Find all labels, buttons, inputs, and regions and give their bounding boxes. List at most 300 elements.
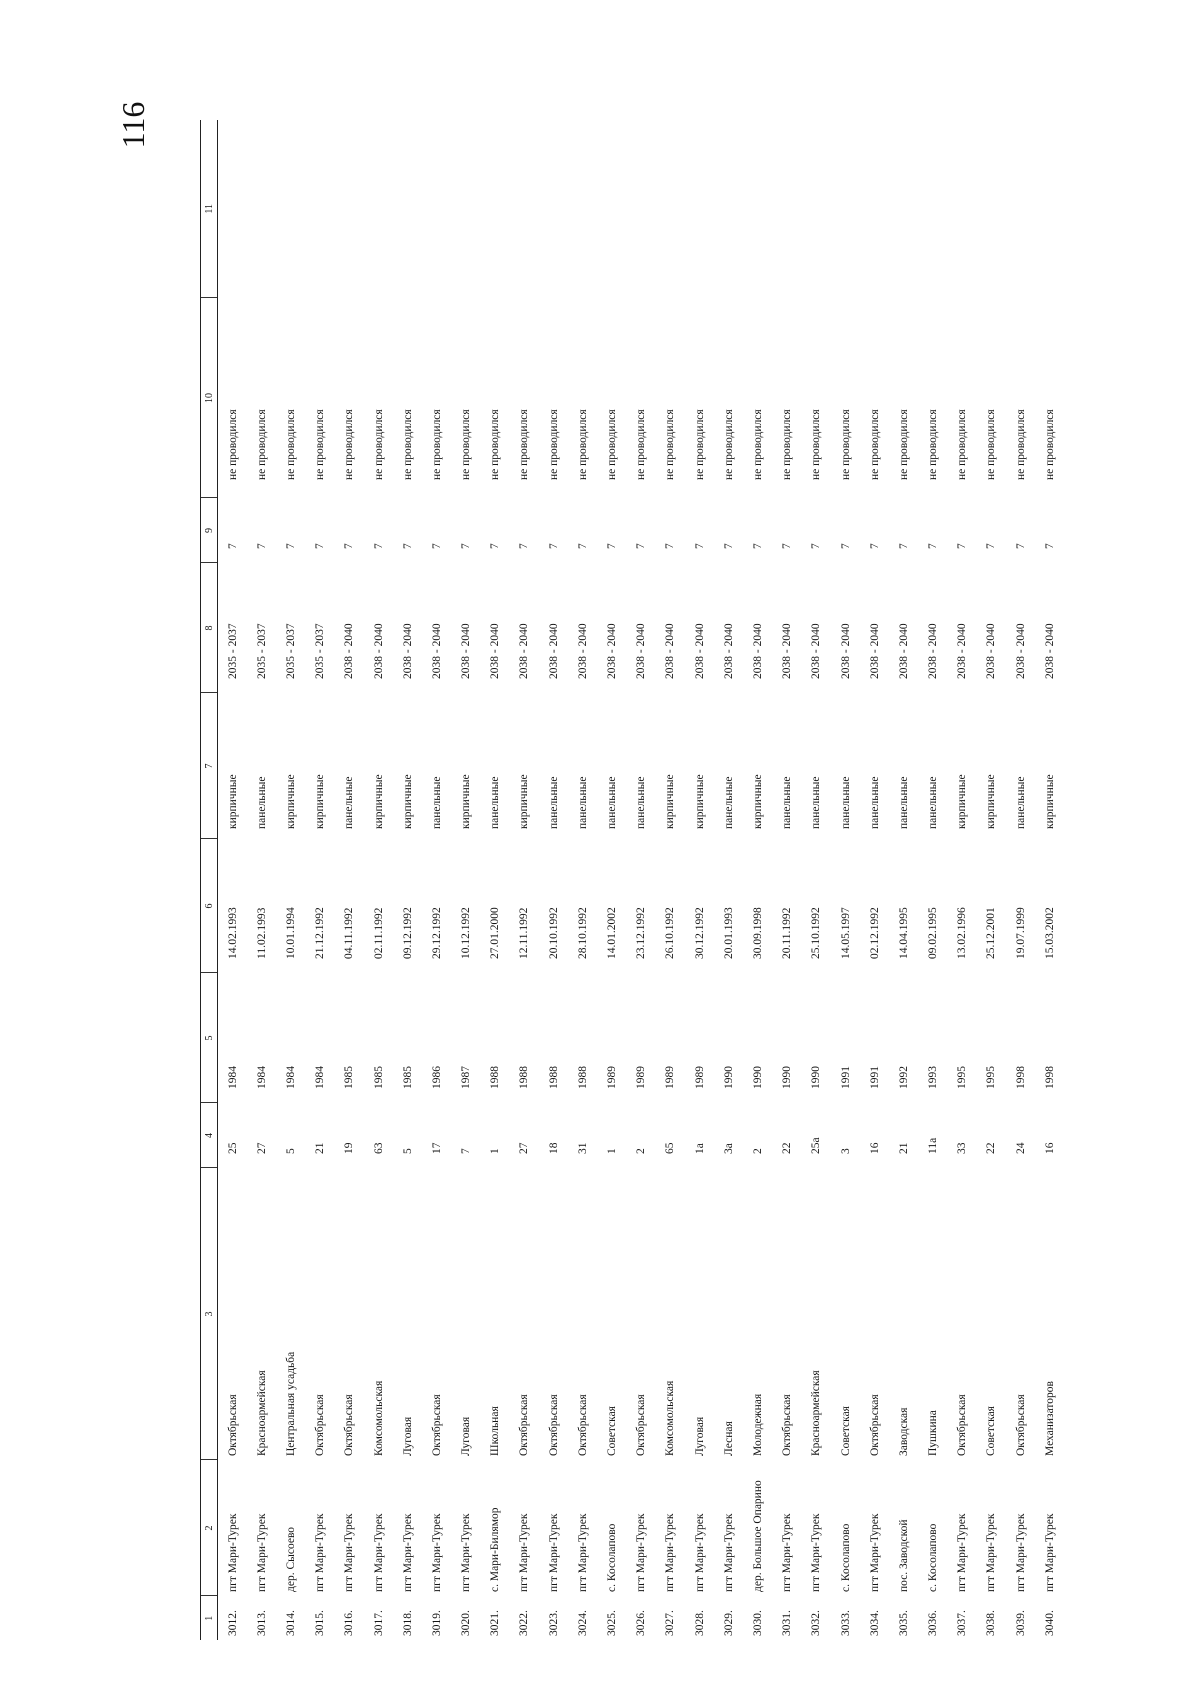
- table-cell-c9: 7: [1043, 543, 1056, 549]
- table-row: [568, 120, 597, 1640]
- table-cell-material: панельные: [576, 776, 589, 829]
- table-cell-street: Механизаторов: [1043, 1381, 1056, 1456]
- table-cell-settlement: пгт Мари-Турек: [343, 1513, 356, 1592]
- table-cell-house: 25а: [810, 1137, 823, 1154]
- table-cell-c11: [948, 120, 977, 298]
- table-cell-period: 2038 - 2040: [430, 623, 443, 679]
- table-cell-n: 3015.: [314, 1610, 327, 1636]
- table-cell-year: 1989: [606, 1066, 619, 1089]
- table-cell-house: 65: [664, 1142, 677, 1154]
- table-cell-c9: 7: [518, 543, 531, 549]
- table-cell-period: 2038 - 2040: [839, 623, 852, 679]
- table-cell-period: 2038 - 2040: [956, 623, 969, 679]
- table-cell-material: кирпичные: [664, 774, 677, 829]
- table-cell-material: панельные: [927, 776, 940, 829]
- table-cell-date: 02.12.1992: [868, 907, 881, 959]
- table-cell-material: кирпичные: [1043, 774, 1056, 829]
- table-row: [831, 120, 860, 1640]
- table-cell-date: 30.09.1998: [751, 907, 764, 959]
- table-cell-house: 24: [1014, 1142, 1027, 1154]
- table-cell-c9: 7: [430, 543, 443, 549]
- table-cell-date: 14.05.1997: [839, 907, 852, 959]
- table-row: [335, 120, 364, 1640]
- table-cell-status: не проводился: [810, 409, 823, 480]
- table-cell-status: не проводился: [255, 409, 268, 480]
- table-row: [773, 120, 802, 1640]
- table-cell-date: 12.11.1992: [518, 907, 531, 959]
- table-cell-n: 3013.: [255, 1610, 268, 1636]
- table-cell-material: панельные: [839, 776, 852, 829]
- table-cell-c11: [1035, 120, 1064, 298]
- table-cell-year: 1998: [1043, 1066, 1056, 1089]
- table-cell-n: 3025.: [606, 1610, 619, 1636]
- table-cell-status: не проводился: [635, 409, 648, 480]
- table-row: [948, 120, 977, 1640]
- table-row: [597, 120, 626, 1640]
- table-cell-material: панельные: [635, 776, 648, 829]
- column-header: 7: [201, 693, 218, 839]
- table-cell-house: 27: [518, 1142, 531, 1154]
- table-cell-street: Октябрьская: [635, 1394, 648, 1456]
- table-cell-street: Октябрьская: [956, 1394, 969, 1456]
- table-row: [452, 120, 481, 1640]
- table-cell-year: 1985: [343, 1066, 356, 1089]
- table-cell-status: не проводился: [576, 409, 589, 480]
- table-cell-c9: 7: [1014, 543, 1027, 549]
- table-cell-material: панельные: [606, 776, 619, 829]
- table-cell-date: 28.10.1992: [576, 907, 589, 959]
- table-cell-c11: [714, 120, 743, 298]
- table-cell-c9: 7: [547, 543, 560, 549]
- table-cell-date: 19.07.1999: [1014, 907, 1027, 959]
- table-cell-period: 2038 - 2040: [985, 623, 998, 679]
- table-cell-n: 3027.: [664, 1610, 677, 1636]
- table-cell-c11: [306, 120, 335, 298]
- table-cell-year: 1988: [576, 1066, 589, 1089]
- table-row: [714, 120, 743, 1640]
- table-cell-c11: [364, 120, 393, 298]
- table-cell-year: 1988: [518, 1066, 531, 1089]
- table-cell-c11: [656, 120, 685, 298]
- table-cell-c11: [860, 120, 889, 298]
- table-cell-house: 3а: [722, 1143, 735, 1154]
- table-cell-period: 2038 - 2040: [664, 623, 677, 679]
- table-cell-status: не проводился: [284, 409, 297, 480]
- table-cell-street: Октябрьская: [226, 1394, 239, 1456]
- table-cell-c11: [218, 120, 248, 298]
- table-cell-status: не проводился: [401, 409, 414, 480]
- table-cell-street: Школьная: [489, 1406, 502, 1456]
- table-cell-street: Комсомольская: [372, 1380, 385, 1456]
- table-cell-status: не проводился: [664, 409, 677, 480]
- table-cell-status: не проводился: [547, 409, 560, 480]
- table-cell-street: Лесная: [722, 1421, 735, 1456]
- table-cell-c11: [422, 120, 451, 298]
- table-cell-c11: [276, 120, 305, 298]
- table-cell-date: 29.12.1992: [430, 907, 443, 959]
- table-cell-date: 14.02.1993: [226, 907, 239, 959]
- table-cell-house: 18: [547, 1142, 560, 1154]
- table-cell-c9: 7: [343, 543, 356, 549]
- table-cell-year: 1989: [635, 1066, 648, 1089]
- table-cell-settlement: пгт Мари-Турек: [1043, 1513, 1056, 1592]
- table-cell-settlement: пгт Мари-Турек: [255, 1513, 268, 1592]
- table-cell-year: 1988: [489, 1066, 502, 1089]
- table-cell-c9: 7: [489, 543, 502, 549]
- table-cell-year: 1984: [226, 1066, 239, 1089]
- table-cell-house: 1а: [693, 1143, 706, 1154]
- table-cell-settlement: пгт Мари-Турек: [460, 1513, 473, 1592]
- table-cell-period: 2035 - 2037: [255, 623, 268, 679]
- table-cell-status: не проводился: [897, 409, 910, 480]
- table-cell-street: Октябрьская: [314, 1394, 327, 1456]
- table-cell-period: 2038 - 2040: [897, 623, 910, 679]
- table-cell-street: Октябрьская: [518, 1394, 531, 1456]
- table-cell-material: кирпичные: [956, 774, 969, 829]
- table-cell-street: Советская: [839, 1406, 852, 1456]
- table-cell-status: не проводился: [226, 409, 239, 480]
- table-row: [1035, 120, 1064, 1640]
- table-cell-year: 1989: [664, 1066, 677, 1089]
- column-header: 3: [201, 1168, 218, 1460]
- table-cell-house: 21: [314, 1142, 327, 1154]
- table-row: [276, 120, 305, 1640]
- table-cell-settlement: пгт Мари-Турек: [635, 1513, 648, 1592]
- table-cell-n: 3017.: [372, 1610, 385, 1636]
- table-cell-c9: 7: [284, 543, 297, 549]
- table-cell-material: панельные: [781, 776, 794, 829]
- table-cell-street: Луговая: [693, 1416, 706, 1456]
- table-cell-date: 13.02.1996: [956, 907, 969, 959]
- table-cell-c9: 7: [839, 543, 852, 549]
- table-cell-period: 2038 - 2040: [518, 623, 531, 679]
- table-cell-c9: 7: [635, 543, 648, 549]
- table-cell-c9: 7: [956, 543, 969, 549]
- column-header: 10: [201, 298, 218, 498]
- table-cell-date: 25.12.2001: [985, 907, 998, 959]
- table-cell-material: панельные: [343, 776, 356, 829]
- table-cell-settlement: пгт Мари-Турек: [693, 1513, 706, 1592]
- table-cell-settlement: с. Косолапово: [839, 1523, 852, 1592]
- table-cell-c11: [1006, 120, 1035, 298]
- column-header: 5: [201, 973, 218, 1103]
- table-cell-c11: [568, 120, 597, 298]
- table-cell-year: 1984: [284, 1066, 297, 1089]
- table-cell-status: не проводился: [1043, 409, 1056, 480]
- table-cell-c11: [889, 120, 918, 298]
- column-header: 6: [201, 839, 218, 973]
- table-cell-c9: 7: [781, 543, 794, 549]
- table-cell-settlement: пгт Мари-Турек: [956, 1513, 969, 1592]
- table-cell-street: Октябрьская: [781, 1394, 794, 1456]
- table-cell-n: 3019.: [430, 1610, 443, 1636]
- table-cell-c11: [919, 120, 948, 298]
- table-cell-n: 3040.: [1043, 1610, 1056, 1636]
- table-cell-settlement: пгт Мари-Турек: [547, 1513, 560, 1592]
- table-cell-street: Красноармейская: [255, 1370, 268, 1456]
- table-cell-n: 3033.: [839, 1610, 852, 1636]
- table-cell-c11: [481, 120, 510, 298]
- table-cell-settlement: пгт Мари-Турек: [722, 1513, 735, 1592]
- table-cell-n: 3023.: [547, 1610, 560, 1636]
- table-cell-material: панельные: [810, 776, 823, 829]
- table-cell-period: 2035 - 2037: [226, 623, 239, 679]
- table-cell-n: 3016.: [343, 1610, 356, 1636]
- table-cell-c11: [773, 120, 802, 298]
- table-cell-year: 1995: [956, 1066, 969, 1089]
- table-cell-period: 2038 - 2040: [781, 623, 794, 679]
- table-cell-period: 2038 - 2040: [343, 623, 356, 679]
- table-cell-n: 3032.: [810, 1610, 823, 1636]
- table-cell-settlement: пгт Мари-Турек: [372, 1513, 385, 1592]
- table-row: [510, 120, 539, 1640]
- table-cell-material: кирпичные: [401, 774, 414, 829]
- table-cell-house: 22: [985, 1142, 998, 1154]
- table-row: [919, 120, 948, 1640]
- table-cell-street: Октябрьская: [576, 1394, 589, 1456]
- rotated-table-container: [200, 120, 1056, 1640]
- table-cell-year: 1990: [751, 1066, 764, 1089]
- table-cell-period: 2038 - 2040: [722, 623, 735, 679]
- table-cell-c11: [597, 120, 626, 298]
- table-cell-year: 1990: [722, 1066, 735, 1089]
- table-cell-street: Октябрьская: [343, 1394, 356, 1456]
- table-cell-house: 19: [343, 1142, 356, 1154]
- table-row: [306, 120, 335, 1640]
- table-cell-date: 02.11.1992: [372, 907, 385, 959]
- table-cell-c9: 7: [460, 543, 473, 549]
- table-cell-n: 3020.: [460, 1610, 473, 1636]
- table-cell-year: 1995: [985, 1066, 998, 1089]
- table-cell-house: 22: [781, 1142, 794, 1154]
- table-cell-street: Октябрьская: [547, 1394, 560, 1456]
- housing-table: [200, 120, 1064, 1640]
- table-cell-settlement: пгт Мари-Турек: [781, 1513, 794, 1592]
- table-cell-n: 3018.: [401, 1610, 414, 1636]
- table-row: [481, 120, 510, 1640]
- table-cell-c11: [685, 120, 714, 298]
- table-row: [539, 120, 568, 1640]
- table-cell-material: кирпичные: [372, 774, 385, 829]
- table-cell-material: кирпичные: [751, 774, 764, 829]
- table-cell-date: 09.12.1992: [401, 907, 414, 959]
- table-cell-c11: [743, 120, 772, 298]
- table-cell-material: кирпичные: [693, 774, 706, 829]
- table-cell-settlement: с. Косолапово: [927, 1523, 940, 1592]
- table-cell-street: Советская: [606, 1406, 619, 1456]
- table-cell-status: не проводился: [868, 409, 881, 480]
- table-cell-c11: [510, 120, 539, 298]
- table-cell-status: не проводился: [781, 409, 794, 480]
- table-cell-house: 63: [372, 1142, 385, 1154]
- table-cell-period: 2038 - 2040: [1043, 623, 1056, 679]
- table-cell-c11: [539, 120, 568, 298]
- table-cell-c9: 7: [606, 543, 619, 549]
- table-cell-material: панельные: [722, 776, 735, 829]
- column-header: 4: [201, 1103, 218, 1168]
- table-cell-c9: 7: [401, 543, 414, 549]
- table-cell-period: 2035 - 2037: [314, 623, 327, 679]
- table-cell-status: не проводился: [1014, 409, 1027, 480]
- table-cell-year: 1991: [839, 1066, 852, 1089]
- table-cell-date: 27.01.2000: [489, 907, 502, 959]
- table-cell-n: 3014.: [284, 1610, 297, 1636]
- table-cell-status: не проводился: [606, 409, 619, 480]
- table-row: [977, 120, 1006, 1640]
- table-cell-year: 1986: [430, 1066, 443, 1089]
- table-cell-period: 2038 - 2040: [372, 623, 385, 679]
- table-cell-year: 1985: [372, 1066, 385, 1089]
- table-cell-settlement: дер. Сысоево: [284, 1526, 297, 1592]
- table-cell-status: не проводился: [839, 409, 852, 480]
- table-cell-c9: 7: [226, 543, 239, 549]
- table-cell-period: 2038 - 2040: [693, 623, 706, 679]
- table-cell-date: 21.12.1992: [314, 907, 327, 959]
- table-cell-date: 20.10.1992: [547, 907, 560, 959]
- table-cell-status: не проводился: [430, 409, 443, 480]
- table-cell-period: 2038 - 2040: [927, 623, 940, 679]
- table-cell-year: 1993: [927, 1066, 940, 1089]
- table-cell-status: не проводился: [985, 409, 998, 480]
- table-cell-street: Октябрьская: [430, 1394, 443, 1456]
- table-cell-house: 33: [956, 1142, 969, 1154]
- table-cell-c9: 7: [576, 543, 589, 549]
- table-cell-material: кирпичные: [314, 774, 327, 829]
- table-cell-status: не проводился: [460, 409, 473, 480]
- table-cell-n: 3028.: [693, 1610, 706, 1636]
- table-cell-settlement: пгт Мари-Турек: [1014, 1513, 1027, 1592]
- table-cell-house: 27: [255, 1142, 268, 1154]
- table-cell-status: не проводился: [751, 409, 764, 480]
- table-cell-street: Пушкина: [927, 1410, 940, 1456]
- table-cell-c11: [335, 120, 364, 298]
- table-cell-period: 2038 - 2040: [401, 623, 414, 679]
- table-cell-period: 2035 - 2037: [284, 623, 297, 679]
- table-row: [364, 120, 393, 1640]
- table-cell-material: панельные: [547, 776, 560, 829]
- table-row: [802, 120, 831, 1640]
- table-cell-date: 23.12.1992: [635, 907, 648, 959]
- table-cell-year: 1985: [401, 1066, 414, 1089]
- table-cell-street: Молодежная: [751, 1393, 764, 1456]
- table-cell-date: 20.01.1993: [722, 907, 735, 959]
- table-cell-c9: 7: [897, 543, 910, 549]
- table-cell-settlement: пгт Мари-Турек: [401, 1513, 414, 1592]
- table-cell-period: 2038 - 2040: [1014, 623, 1027, 679]
- table-cell-c9: 7: [693, 543, 706, 549]
- table-cell-n: 3036.: [927, 1610, 940, 1636]
- table-cell-year: 1990: [810, 1066, 823, 1089]
- table-cell-c9: 7: [255, 543, 268, 549]
- table-cell-material: панельные: [255, 776, 268, 829]
- table-cell-status: не проводился: [722, 409, 735, 480]
- table-cell-period: 2038 - 2040: [868, 623, 881, 679]
- table-cell-material: панельные: [897, 776, 910, 829]
- table-cell-status: не проводился: [927, 409, 940, 480]
- table-row: [393, 120, 422, 1640]
- table-cell-settlement: пгт Мари-Турек: [226, 1513, 239, 1592]
- table-cell-year: 1992: [897, 1066, 910, 1089]
- table-cell-material: панельные: [1014, 776, 1027, 829]
- table-cell-date: 14.04.1995: [897, 907, 910, 959]
- table-cell-year: 1991: [868, 1066, 881, 1089]
- table-cell-settlement: пгт Мари-Турек: [810, 1513, 823, 1592]
- table-cell-c11: [627, 120, 656, 298]
- table-cell-period: 2038 - 2040: [810, 623, 823, 679]
- table-cell-c9: 7: [751, 543, 764, 549]
- table-cell-date: 30.12.1992: [693, 907, 706, 959]
- table-cell-year: 1984: [255, 1066, 268, 1089]
- table-cell-date: 20.11.1992: [781, 907, 794, 959]
- table-cell-house: 1: [606, 1148, 619, 1154]
- table-cell-house: 5: [401, 1148, 414, 1154]
- table-cell-c9: 7: [722, 543, 735, 549]
- table-cell-year: 1998: [1014, 1066, 1027, 1089]
- table-cell-house: 5: [284, 1148, 297, 1154]
- table-cell-year: 1984: [314, 1066, 327, 1089]
- table-cell-c11: [977, 120, 1006, 298]
- table-cell-house: 2: [635, 1148, 648, 1154]
- table-cell-c9: 7: [927, 543, 940, 549]
- table-cell-c9: 7: [314, 543, 327, 549]
- table-cell-date: 09.02.1995: [927, 907, 940, 959]
- table-cell-settlement: пос. Заводской: [897, 1519, 910, 1592]
- table-cell-date: 26.10.1992: [664, 907, 677, 959]
- table-cell-c11: [247, 120, 276, 298]
- table-cell-n: 3022.: [518, 1610, 531, 1636]
- table-cell-n: 3034.: [868, 1610, 881, 1636]
- table-row: [218, 120, 248, 1640]
- table-cell-material: кирпичные: [985, 774, 998, 829]
- table-cell-date: 25.10.1992: [810, 907, 823, 959]
- table-row: [860, 120, 889, 1640]
- table-row: [889, 120, 918, 1640]
- table-cell-n: 3021.: [489, 1610, 502, 1636]
- table-cell-c9: 7: [868, 543, 881, 549]
- table-cell-status: не проводился: [314, 409, 327, 480]
- table-cell-status: не проводился: [956, 409, 969, 480]
- table-cell-material: кирпичные: [226, 774, 239, 829]
- column-header: 8: [201, 563, 218, 693]
- table-cell-n: 3031.: [781, 1610, 794, 1636]
- table-cell-n: 3030.: [751, 1610, 764, 1636]
- table-cell-date: 11.02.1993: [255, 907, 268, 959]
- table-cell-n: 3012.: [226, 1610, 239, 1636]
- table-cell-material: кирпичные: [460, 774, 473, 829]
- table-cell-date: 10.01.1994: [284, 907, 297, 959]
- table-cell-date: 10.12.1992: [460, 907, 473, 959]
- table-cell-c9: 7: [664, 543, 677, 549]
- table-cell-settlement: с. Косолапово: [606, 1523, 619, 1592]
- table-row: [1006, 120, 1035, 1640]
- table-cell-n: 3026.: [635, 1610, 648, 1636]
- table-row: [685, 120, 714, 1640]
- table-cell-street: Луговая: [401, 1416, 414, 1456]
- table-cell-settlement: пгт Мари-Турек: [430, 1513, 443, 1592]
- column-header: 1: [201, 1596, 218, 1640]
- table-cell-house: 21: [897, 1142, 910, 1154]
- table-cell-period: 2038 - 2040: [635, 623, 648, 679]
- table-cell-street: Октябрьская: [868, 1394, 881, 1456]
- table-cell-c11: [802, 120, 831, 298]
- table-cell-settlement: пгт Мари-Турек: [576, 1513, 589, 1592]
- table-row: [627, 120, 656, 1640]
- column-header: 2: [201, 1460, 218, 1596]
- table-cell-status: не проводился: [343, 409, 356, 480]
- table-cell-street: Центральная усадьба: [284, 1351, 297, 1456]
- table-row: [247, 120, 276, 1640]
- table-cell-period: 2038 - 2040: [576, 623, 589, 679]
